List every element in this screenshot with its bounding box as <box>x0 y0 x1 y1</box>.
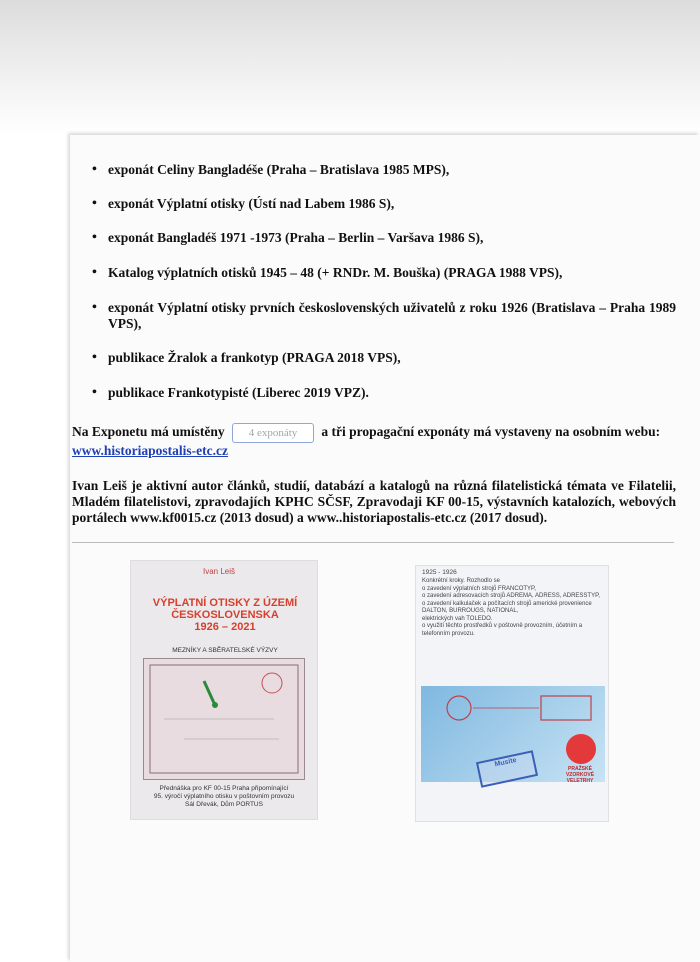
exponet-text-before: Na Exponetu má umístěny <box>72 424 225 440</box>
list-item: • exponát Bangladéš 1971 -1973 (Praha – Berlin – Varšava 1986 S), <box>90 230 676 246</box>
list-item: • exponát Výplatní otisky prvních československých uživatelů z roku 1926 (Bratislava – Praha 1989 VPS), <box>90 300 676 332</box>
envelope-drawing <box>144 659 304 779</box>
list-item: • publikace Frankotypisté (Liberec 2019 VPZ). <box>90 385 676 401</box>
lecture-poster-image <box>130 560 318 820</box>
divider <box>72 542 674 543</box>
author-paragraph: Ivan Leiš je aktivní autor článků, studií, databází a katalogů na různá filatelistická témata ve Filatelii, Mladém filatelistovi, zpravodajích KPHC SČSF, Zpravodaji KF 00-15, výstavních katalozích, webových portálech www.kf0015.cz (2013 dosud) a www..historiapostalis-etc.cz (2017 dosud). <box>72 478 676 525</box>
exhibit-list <box>90 162 676 401</box>
poster-subtitle: MEZNÍKY A SBĚRATELSKÉ VÝZVY <box>172 647 278 654</box>
slide-text: Konkrétní kroky. Rozhodlo se o zavedení výplatních strojů FRANCOTYP, o zavedení adresovacích strojů ADREMA, ADRESS, ADRESSTYP, o zavedení kalkulaček a počítacích strojů americké provenience DALTON, BURROUGS, NATIONAL, elektrických vah TOLEDO. o využití těchto prostředků v poštovně provozním, účetním a telefonním provozu. <box>422 578 600 637</box>
blue-stamp: Musíte <box>476 750 538 787</box>
list-item: • Katalog výplatních otisků 1945 – 48 (+ RNDr. M. Bouška) (PRAGA 1988 VPS), <box>90 265 676 281</box>
exponet-text-after: a tři propagační exponáty má vystaveny na osobním webu: <box>321 424 661 440</box>
poster-caption: Přednáška pro KF 00-15 Praha připomínající 95. výročí výplatního otisku v poštovním provozu Sál Dřevák, Dům PORTUS <box>153 785 295 808</box>
list-item: • publikace Žralok a frankotyp (PRAGA 2018 VPS), <box>90 350 676 366</box>
list-item: • exponát Celiny Bangladéše (Praha – Bratislava 1985 MPS), <box>90 162 676 178</box>
list-item: • exponát Výplatní otisky (Ústí nad Labem 1986 S), <box>90 196 676 212</box>
poster-author: Ivan Leiš <box>203 567 236 576</box>
exponets-button[interactable]: 4 exponáty <box>232 423 314 443</box>
website-link[interactable]: www.historiapostalis-etc.cz <box>72 443 228 458</box>
bleed-through <box>90 140 93 152</box>
envelope-picture <box>143 658 305 780</box>
slide-heading: 1925 - 1926 <box>422 569 457 576</box>
poster-title: VÝPLATNÍ OTISKY Z ÚZEMÍ ČESKOSLOVENSKA 1926 – 2021 <box>152 597 298 633</box>
red-emblem-icon <box>566 734 596 764</box>
red-emblem-text: PRAŽSKÉ VZORKOVÉ VELETRHY <box>565 766 595 784</box>
scan-background <box>0 0 700 135</box>
slide-image <box>415 565 609 822</box>
exponet-paragraph <box>72 423 676 459</box>
